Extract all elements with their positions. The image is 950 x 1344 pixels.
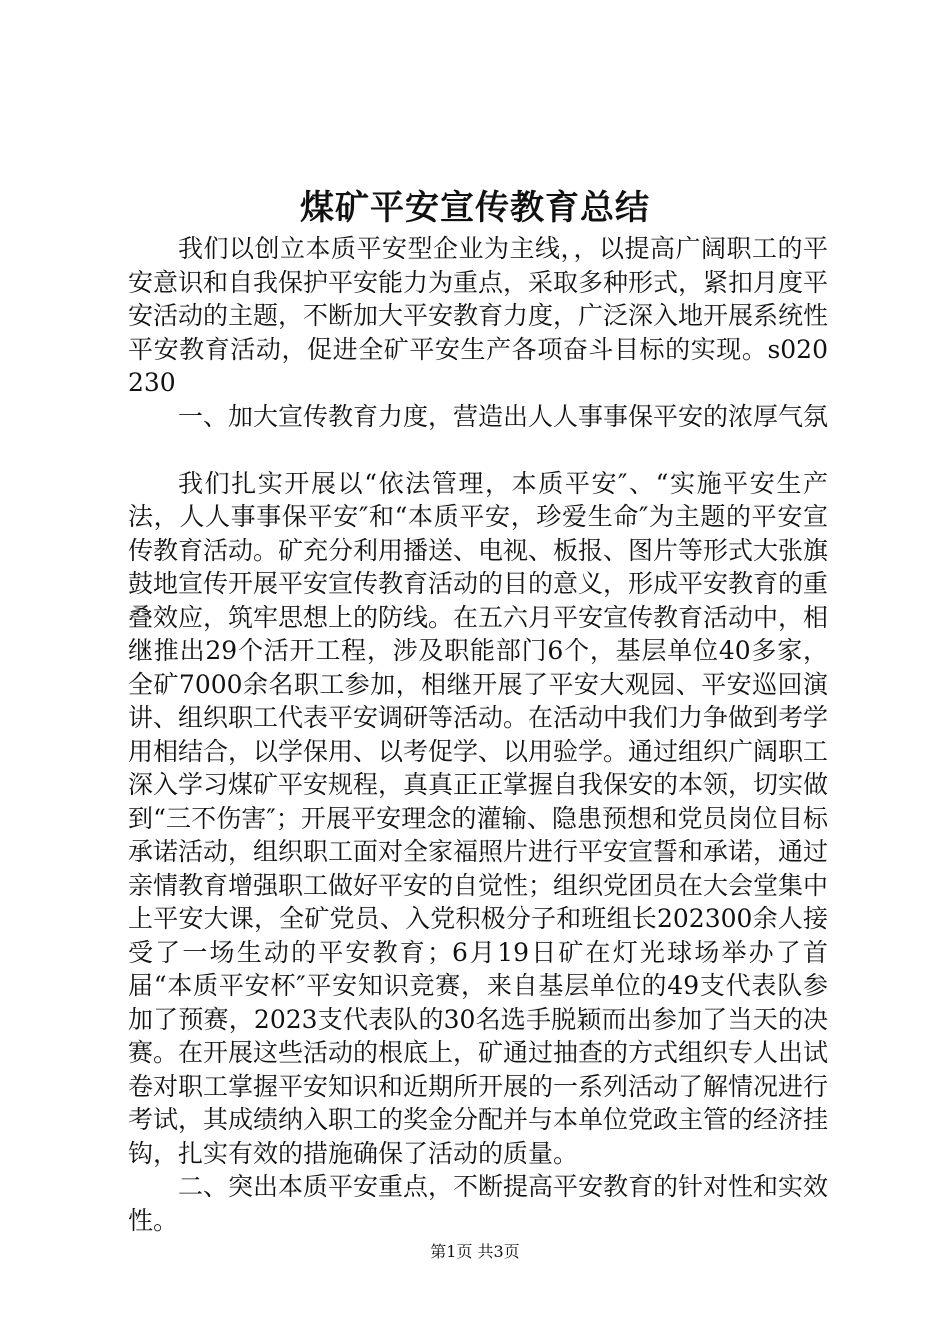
document-title: 煤矿平安宣传教育总结 [300,188,650,228]
body-paragraph: 我们扎实开展以“依法管理，本质平安″、“实施平安生产法，人人事事保平安″和“本质平安，珍爱生命″为主题的平安宣传教育活动。矿充分利用播送、电视、板报、图片等形式大张旗鼓地宣传开展平安宣传教育活动的目的意义，形成平安教育的重叠效应，筑牢思想上的防线。在五六月平安宣传教育活动中，相继推出29个活开工程，涉及职能部门6个，基层单位40多家，全矿7000余名职工参加，相继开展了平安大观园、平安巡回演讲、组织职工代表平安调研等活动。在活动中我们力争做到考学用相结合，以学保用、以考促学、以用验学。通过组织广阔职工深入学习煤矿平安规程，真真正正掌握自我保安的本领，切实做到“三不伤害″；开展平安理念的灌输、隐患预想和党员岗位目标承诺活动，组织职工面对全家福照片进行平安宣誓和承诺，通过亲情教育增强职工做好平安的自觉性；组织党团员在大会堂集中上平安大课，全矿党员、入党积极分子和班组长202300余人接受了一场生动的平安教育；6月19日矿在灯光球场举办了首届“本质平安杯″平安知识竞赛，来自基层单位的49支代表队参加了预赛，2023支代表队的30名选手脱颖而出参加了当天的决赛。在开展这些活动的根底上，矿通过抽查的方式组织专人出试卷对职工掌握平安知识和近期所开展的一系列活动了解情况进行考试，其成绩纳入职工的奖金分配并与本单位党政主管的经济挂钩，扎实有效的措施确保了活动的质量。 [128,468,829,1168]
intro-paragraph: 我们以创立本质平安型企业为主线，，以提高广阔职工的平安意识和自我保护平安能力为重点，采取多种形式，紧扣月度平安活动的主题，不断加大平安教育力度，广泛深入地开展系统性平安教育活动，促进全矿平安生产各项奋斗目标的实现。s020230 [128,234,829,397]
section-heading-2: 二、突出本质平安重点，不断提高平安教育的针对性和实效性。 [128,1172,829,1235]
page-footer: 第1页 共3页 [430,1242,520,1261]
paragraph-spacer [128,433,828,467]
document-body [128,232,828,1237]
section-heading-1: 一、加大宣传教育力度，营造出人人事事保平安的浓厚气氛 [178,401,829,431]
